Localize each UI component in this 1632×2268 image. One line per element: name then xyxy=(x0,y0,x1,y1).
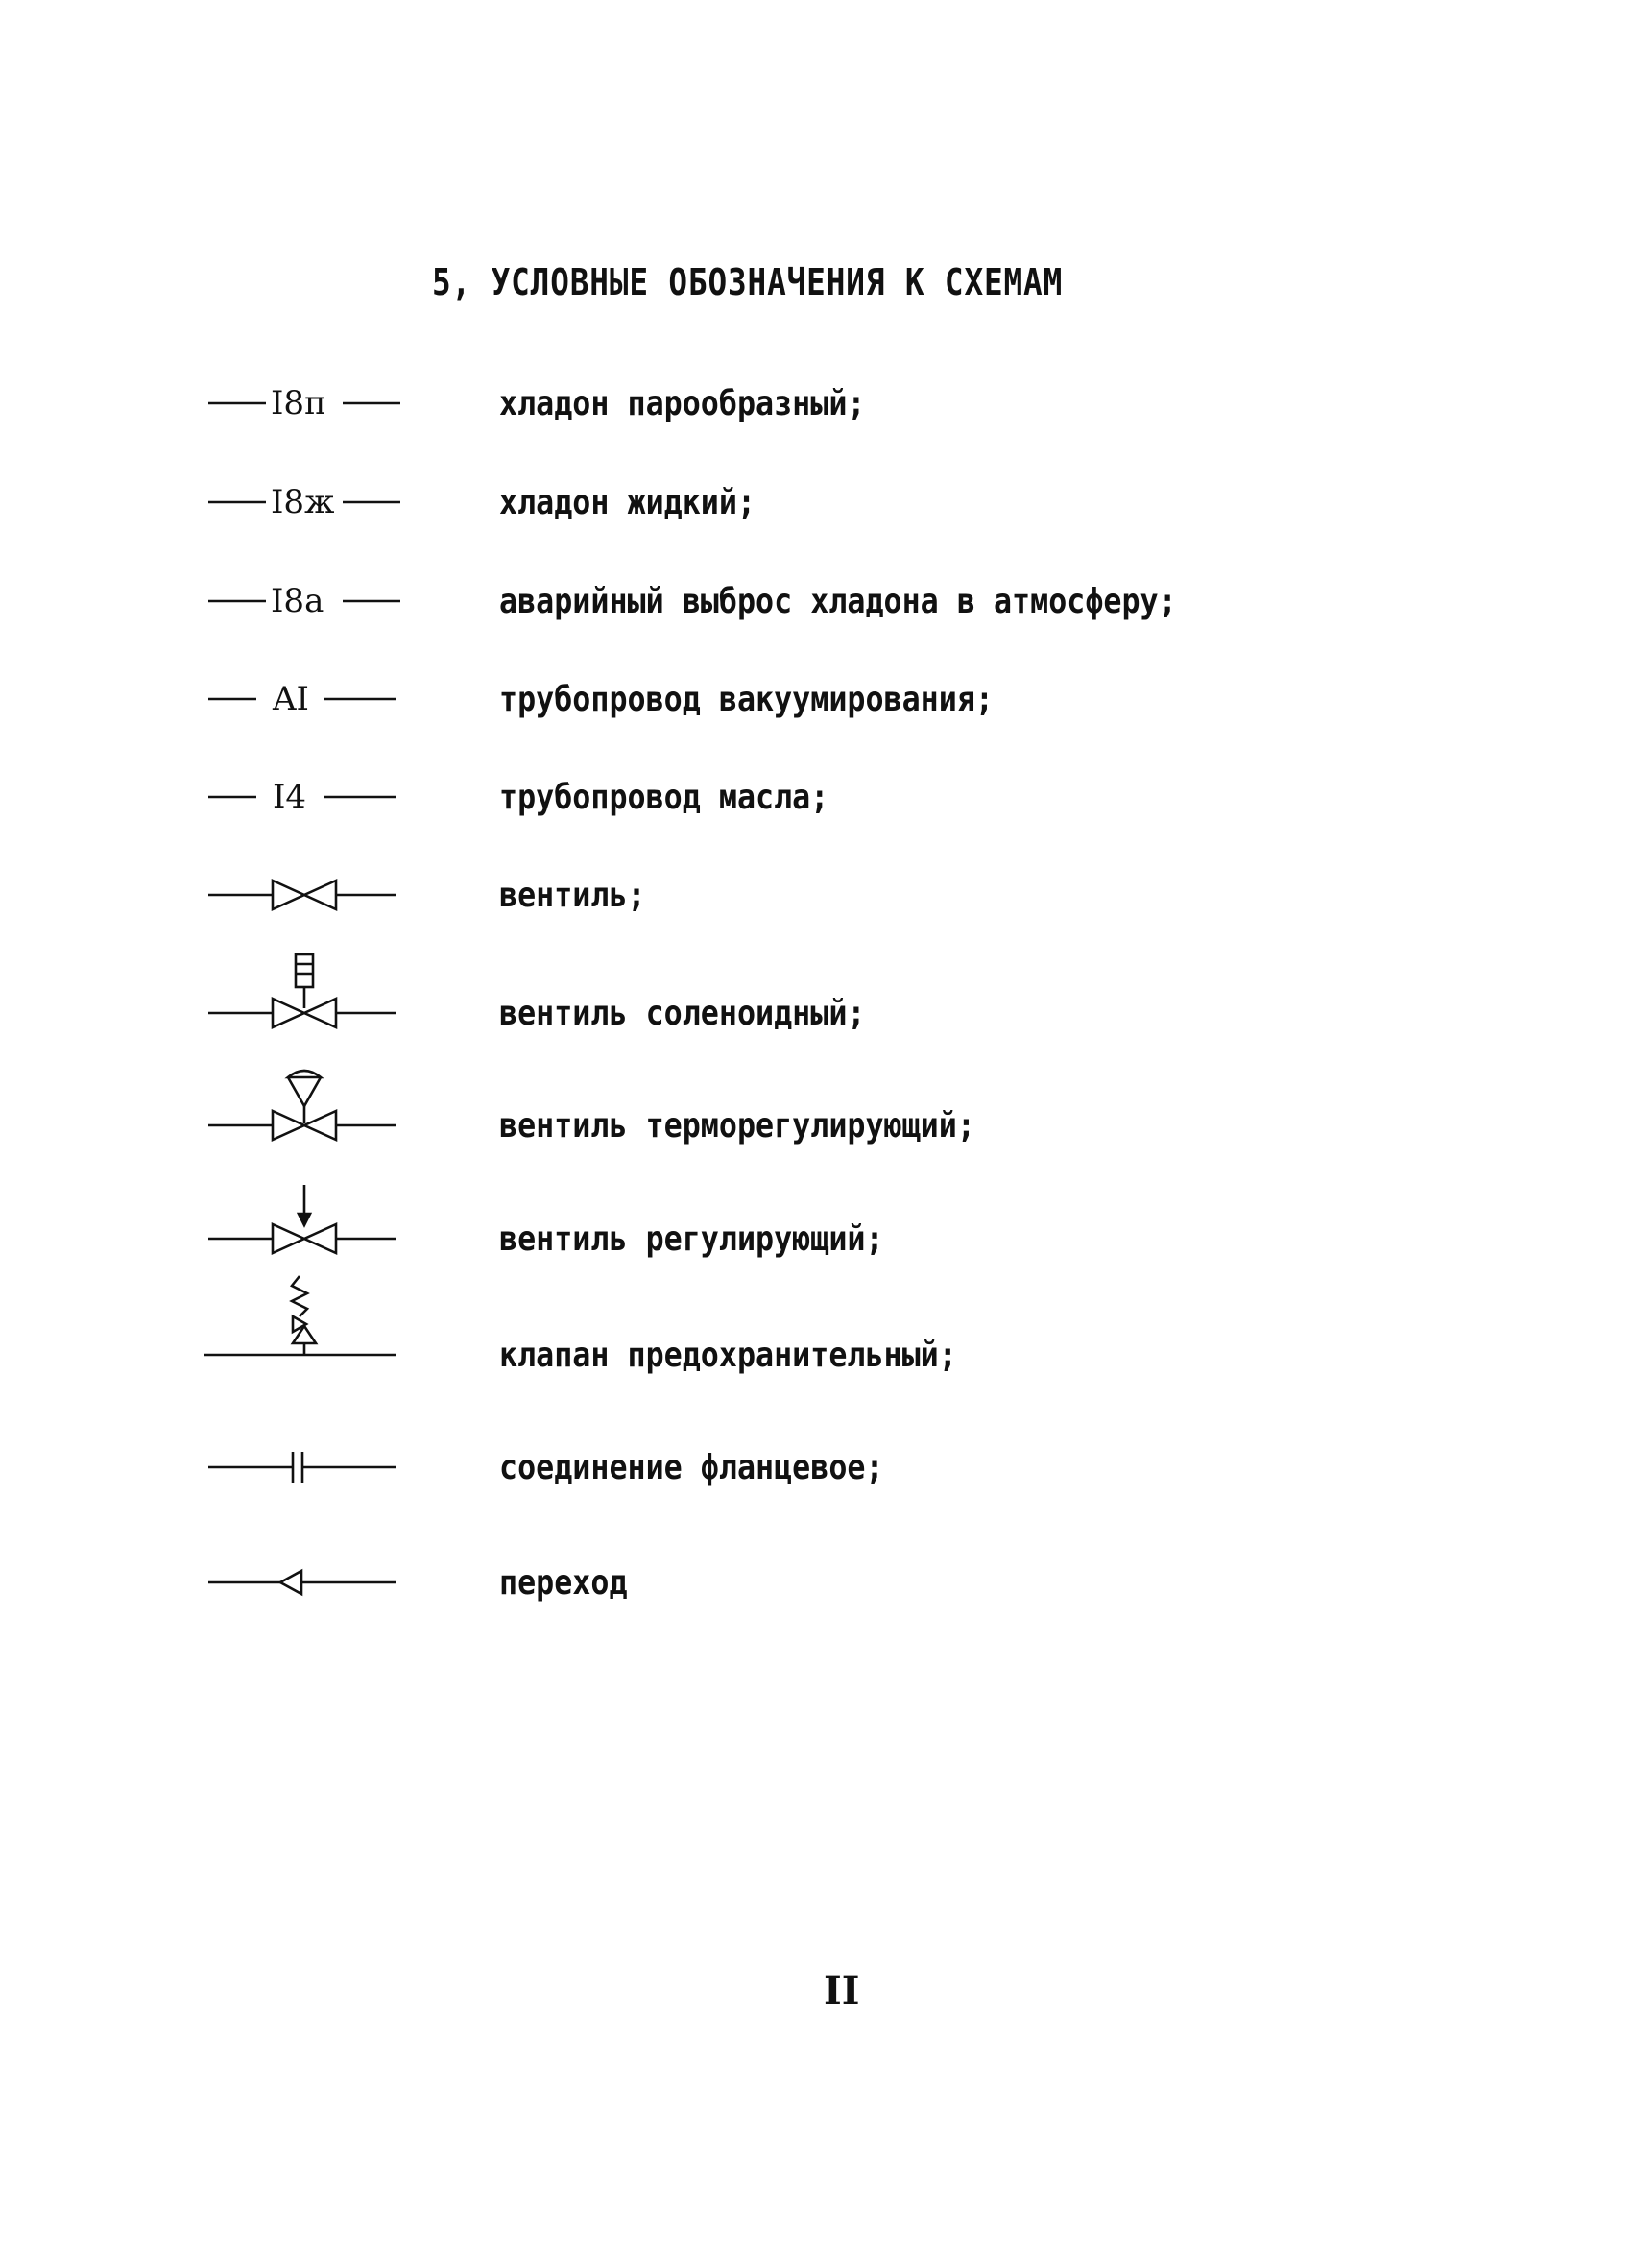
pipe-code: I8ж xyxy=(271,483,335,521)
legend-row-solenoid-valve xyxy=(0,951,1632,1066)
legend-row-valve xyxy=(0,837,1632,953)
legend-description: трубопровод вакуумирования; xyxy=(499,680,994,719)
reducer-icon xyxy=(204,1525,405,1640)
legend-description: хладон парообразный; xyxy=(499,384,866,423)
legend-description: вентиль терморегулирующий; xyxy=(499,1106,975,1146)
legend-description: хладон жидкий; xyxy=(499,483,756,522)
legend-row-freon-liquid xyxy=(0,445,1632,560)
pipe-code: I8п xyxy=(271,384,326,422)
pipe-code: I8а xyxy=(271,582,324,620)
legend-description: вентиль регулирующий; xyxy=(499,1219,884,1259)
legend-description: клапан предохранительный; xyxy=(499,1336,957,1375)
legend-row-reducer xyxy=(0,1525,1632,1640)
legend-row-flange xyxy=(0,1410,1632,1525)
legend-description: переход xyxy=(499,1563,628,1603)
legend-description: аварийный выброс хладона в атмосферу; xyxy=(499,582,1177,621)
legend-row-thermostatic-valve xyxy=(0,1064,1632,1179)
legend-description: трубопровод масла; xyxy=(499,778,829,817)
page-title: 5, УСЛОВНЫЕ ОБОЗНАЧЕНИЯ К СХЕМАМ xyxy=(432,261,1064,303)
pipe-line-icon xyxy=(204,346,405,461)
solenoid-valve-icon xyxy=(204,951,405,1066)
page-number: II xyxy=(824,1968,860,2014)
valve-icon xyxy=(204,837,405,953)
pipe-code: AI xyxy=(273,680,309,718)
legend-row-safety-valve xyxy=(0,1272,1632,1387)
flange-connection-icon xyxy=(204,1410,405,1525)
pipe-line-icon xyxy=(204,445,405,560)
safety-valve-icon xyxy=(204,1272,405,1387)
legend-description: соединение фланцевое; xyxy=(499,1448,884,1487)
thermostatic-valve-icon xyxy=(204,1064,405,1179)
legend-description: вентиль; xyxy=(499,876,646,915)
pipe-code: I4 xyxy=(273,778,307,816)
legend-row-freon-vapor xyxy=(0,346,1632,461)
legend-description: вентиль соленоидный; xyxy=(499,994,866,1033)
